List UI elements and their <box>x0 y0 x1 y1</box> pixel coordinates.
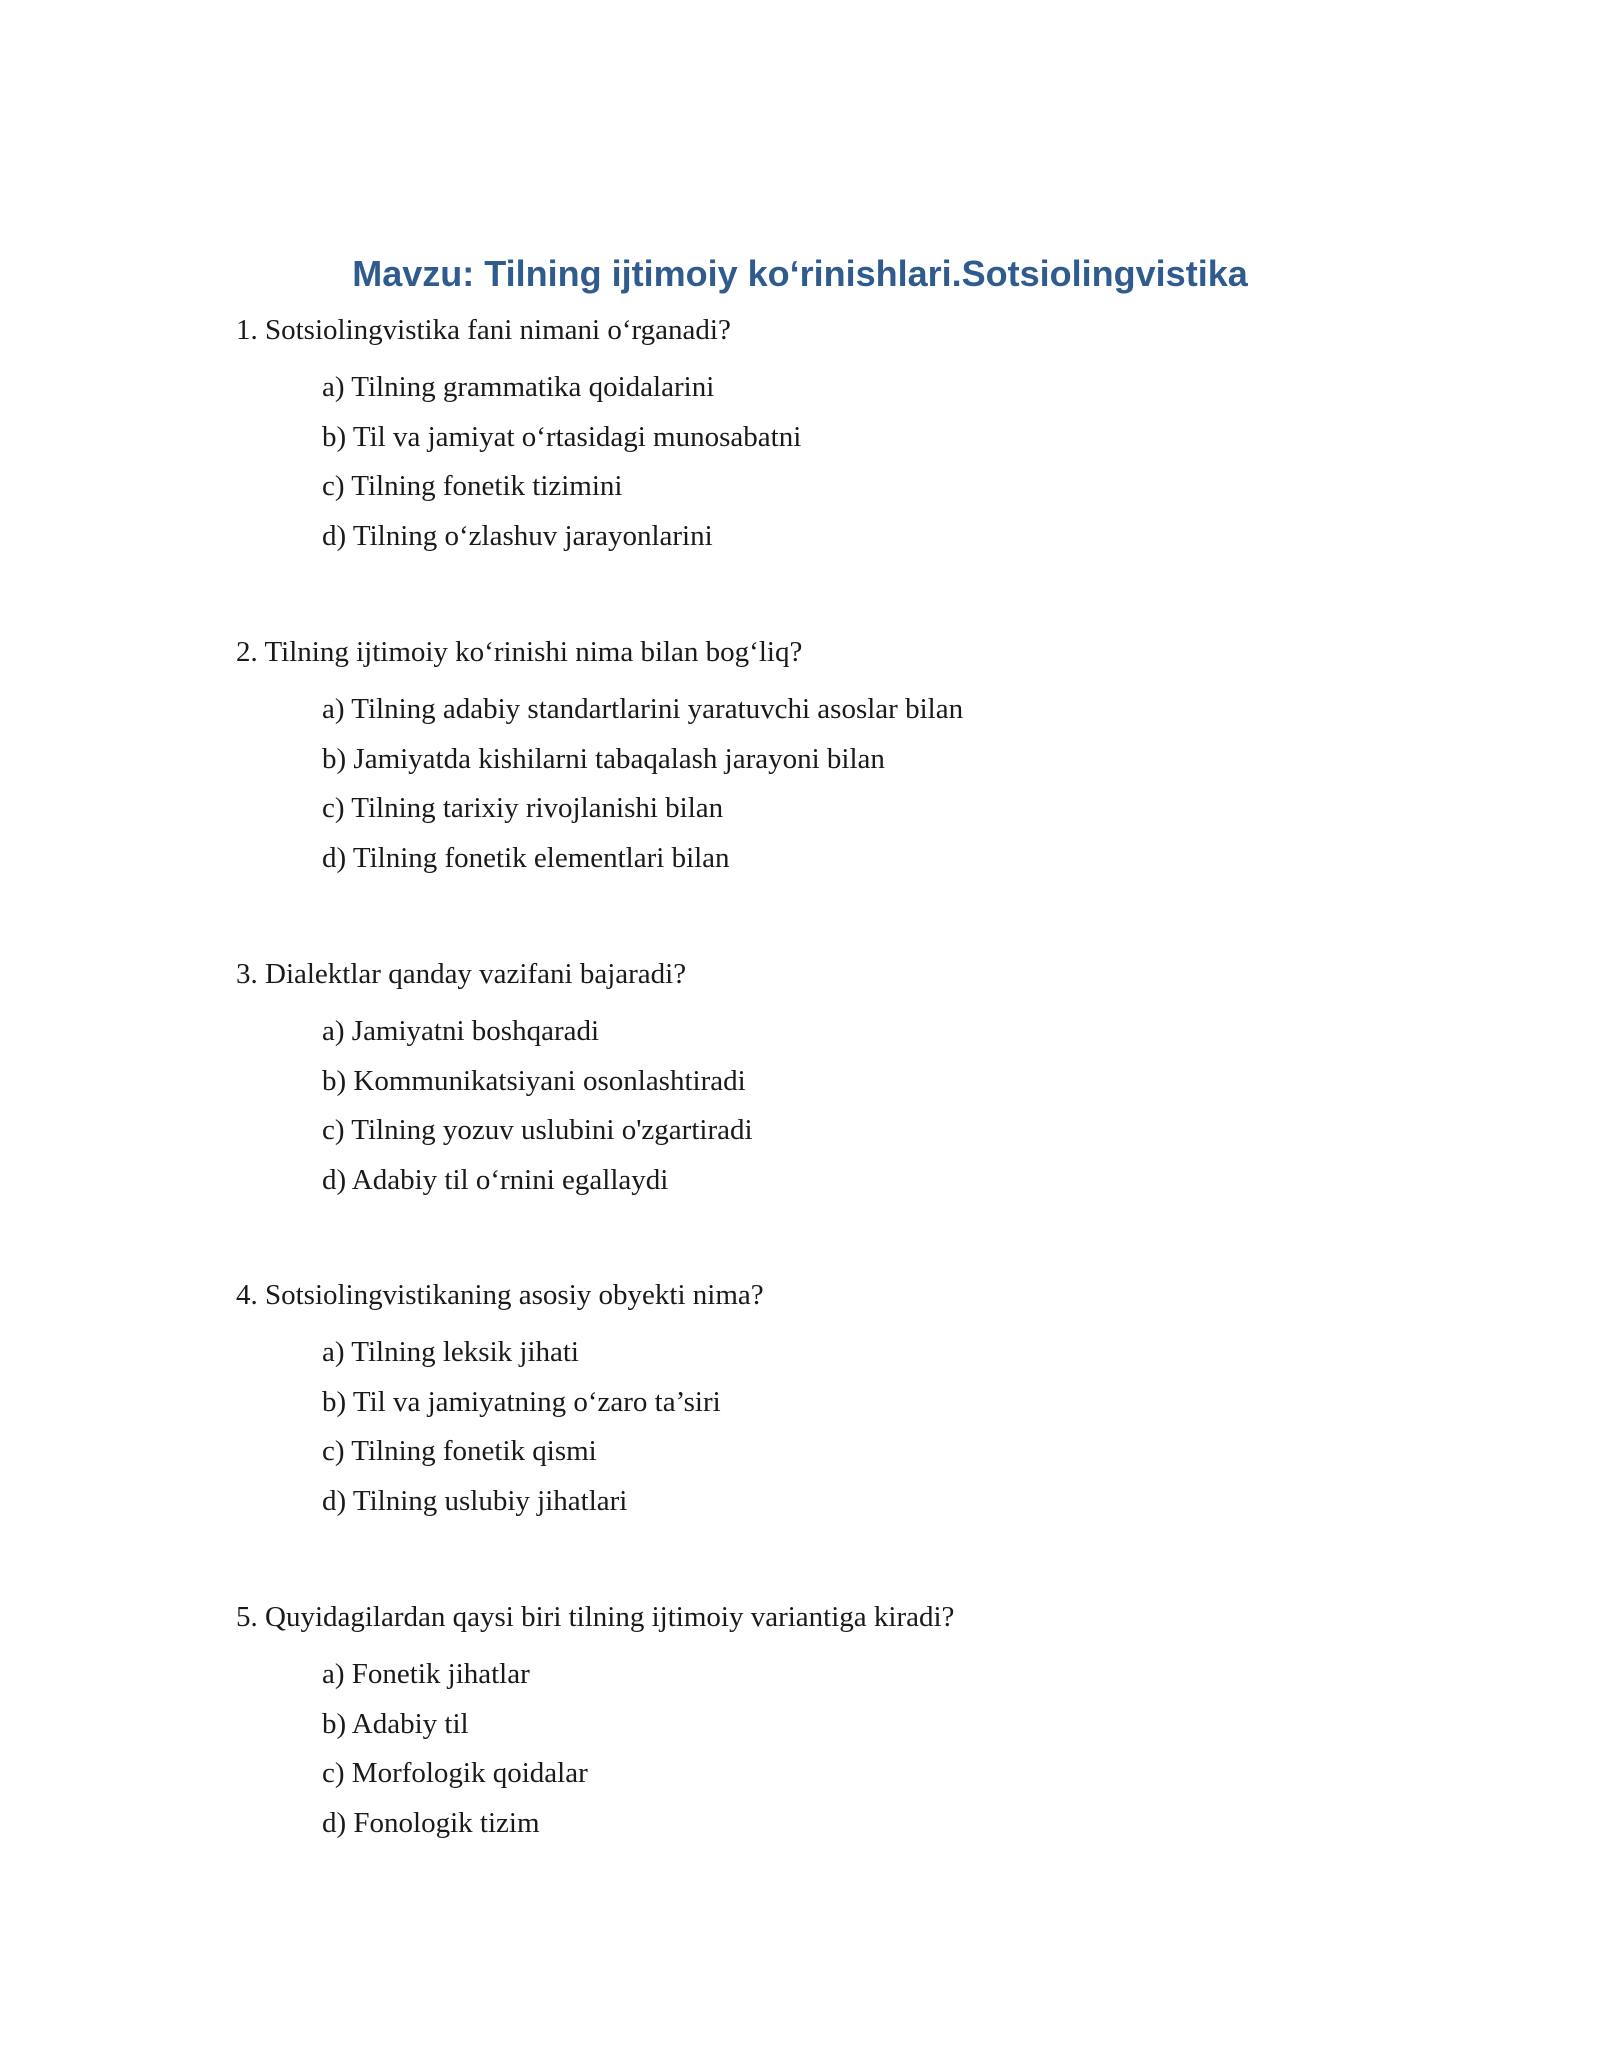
option-list <box>322 1334 721 1532</box>
option-list <box>322 1656 588 1854</box>
page-title: Mavzu: Tilning ijtimoiy koʻrinishlari.Sotsiolingvistika <box>352 253 1248 294</box>
option-d: d) Fonologik tizim <box>322 1806 540 1839</box>
option-c: c) Tilning fonetik tizimini <box>322 470 623 502</box>
option-c: c) Morfologik qoidalar <box>322 1757 588 1789</box>
option-b: b) Adabiy til <box>322 1707 469 1740</box>
question-text: 3. Dialektlar qanday vazifani bajaradi? <box>236 958 687 990</box>
option-d: d) Adabiy til oʻrnini egallaydi <box>322 1163 669 1196</box>
option-a: a) Fonetik jihatlar <box>322 1658 530 1690</box>
option-a: a) Tilning leksik jihati <box>322 1336 579 1368</box>
question-text: 4. Sotsiolingvistikaning asosiy obyekti nima? <box>236 1279 764 1311</box>
option-b: b) Kommunikatsiyani osonlashtiradi <box>322 1064 746 1097</box>
option-list <box>322 369 801 567</box>
question-text: 2. Tilning ijtimoiy koʻrinishi nima bilan bogʻliq? <box>236 636 803 668</box>
option-b: b) Til va jamiyat oʻrtasidagi munosabatni <box>322 420 802 453</box>
question-text: 1. Sotsiolingvistika fani nimani oʻrganadi? <box>236 314 731 346</box>
option-a: a) Tilning grammatika qoidalarini <box>322 371 715 403</box>
option-b: b) Til va jamiyatning oʻzaro ta’siri <box>322 1385 721 1418</box>
question-text: 5. Quyidagilardan qaysi biri tilning ijtimoiy variantiga kiradi? <box>236 1601 955 1633</box>
option-c: c) Tilning tarixiy rivojlanishi bilan <box>322 792 724 824</box>
option-d: d) Tilning fonetik elementlari bilan <box>322 841 730 874</box>
option-list <box>322 691 963 889</box>
option-d: d) Tilning oʻzlashuv jarayonlarini <box>322 519 713 552</box>
option-b: b) Jamiyatda kishilarni tabaqalash jarayoni bilan <box>322 742 885 775</box>
option-a: a) Jamiyatni boshqaradi <box>322 1015 600 1047</box>
option-c: c) Tilning yozuv uslubini o'zgartiradi <box>322 1114 753 1146</box>
option-list <box>322 1013 753 1211</box>
option-c: c) Tilning fonetik qismi <box>322 1435 597 1467</box>
option-a: a) Tilning adabiy standartlarini yaratuvchi asoslar bilan <box>322 693 964 725</box>
option-d: d) Tilning uslubiy jihatlari <box>322 1484 628 1517</box>
